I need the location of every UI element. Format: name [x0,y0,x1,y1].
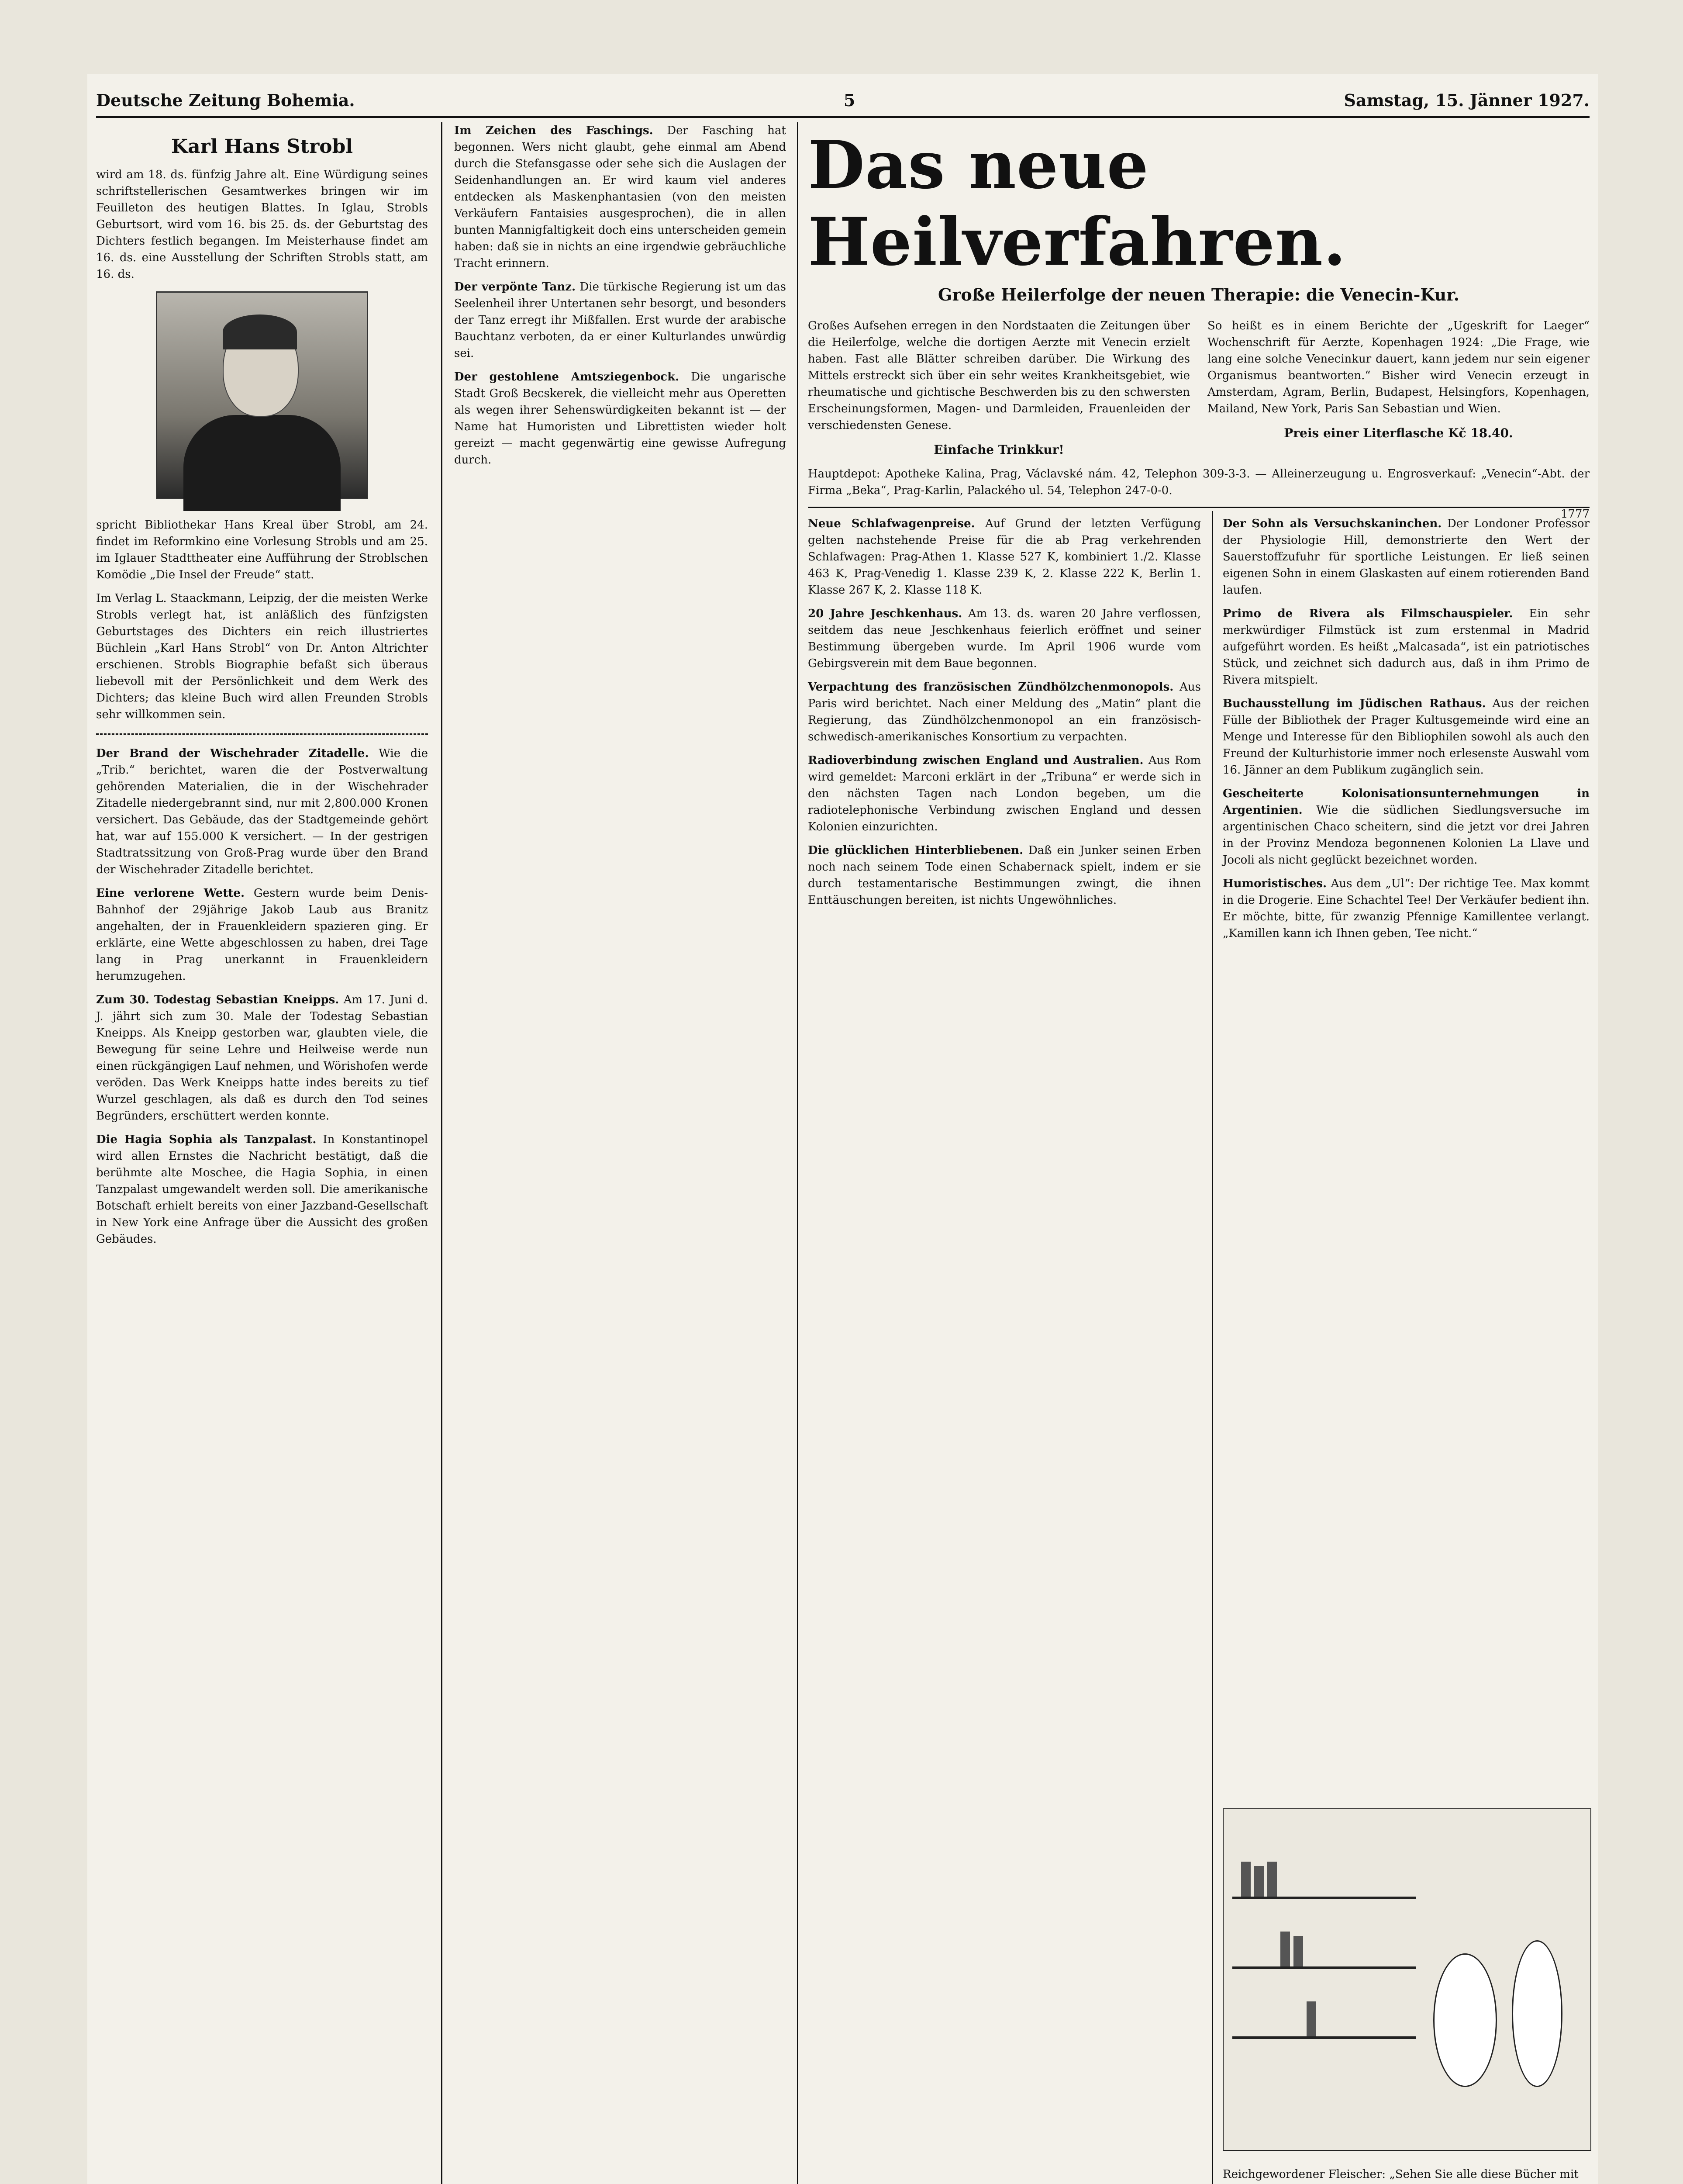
news-item: Der Sohn als Versuchskaninchen. Der Londoner Professor der Physiologie Hill, demonstrierte den Wert der Sauerstoffzufuhr für sportliche Leistungen. Er ließ seinen eigenen Sohn in einem Glaskasten auf einem rotierenden Band laufen. [1223,517,1590,597]
venecin-advertisement [808,122,1590,521]
book-icon [1254,1866,1264,1897]
ad-column-left [808,318,1190,466]
column-rule [797,122,798,2184]
section-divider [96,733,428,735]
column-rule [1212,511,1213,2184]
news-item: Primo de Rivera als Filmschauspieler. Ein sehr merkwürdiger Filmstück ist zum erstenmal in Madrid aufgeführt worden. Es heißt „Malcasada“, ist ein patriotisches Stück, und zeichnet sich dadurch aus, daß in ihm Primo de Rivera mitspielt. [1223,607,1590,687]
author-portrait [156,291,368,499]
article-paragraph: wird am 18. ds. fünfzig Jahre alt. Eine Würdigung seines schriftstellerischen Gesamtwerkes bringen wir im Feuilleton des heutigen Blattes. In Iglau, Strobls Geburtsort, wird vom 16. bis 25. ds. der Geburtstag des Dichters festlich begangen. Im Meisterhause findet am 16. ds. eine Ausstellung der Schriften Strobls statt, am 16. ds. [96,168,428,281]
column-rule [441,122,442,2184]
masthead-title: Deutsche Zeitung Bohemia. [96,90,355,110]
article-paragraph: spricht Bibliothekar Hans Kreal über Strobl, am 24. findet im Reformkino eine Vorlesung Strobls und am 25. im Iglauer Stadttheater eine Aufführung der Stroblschen Komödie „Die Insel der Freude“ statt. [96,518,428,581]
news-item: Der Brand der Wischehrader Zitadelle. Wie die „Trib.“ berichtet, waren die der Postverwaltung gehörenden Materialien, die in der Wischehrader Zitadelle niedergebrannt sind, nur mit 2,800.000 Kronen versichert. Das Gebäude, das der Stadtgemeinde gehört hat, war auf 155.000 K versichert. — In der gestrigen Stadtratssitzung von Groß-Prag wurde über den Brand der Wischehrader Zitadelle berichtet. [96,747,428,876]
ad-subtitle: Große Heilerfolge der neuen Therapie: die Venecin-Kur. [938,285,1459,304]
news-item: Gescheiterte Kolonisationsunternehmungen in Argentinien. Wie die südlichen Siedlungsversuche im argentinischen Chaco scheitern, sind die jetzt vor drei Jahren in der Provinz Mendoza begonnenen Kolonien La Llave und Jocoli als nicht geglückt bezeichnet worden. [1223,787,1590,867]
ad-text: So heißt es in einem Berichte der „Ugeskrift for Laeger“ Wochenschrift für Aerzte, Kopenhagen 1924: „Die Frage, wie lang eine solche Venecinkur dauert, kann jedem nur sein eigener Organismus beantworten.“ Bisher wird Venecin erzeugt in Amsterdam, Agram, Berlin, Budapest, Helsingfors, Kopenhagen, Mailand, New York, Paris San Sebastian und Wien. [1207,319,1590,415]
news-item: Radioverbindung zwischen England und Australien. Aus Rom wird gemeldet: Marconi erklärt in der „Tribuna“ er werde sich in den nächsten Tagen nach London begeben, um die radiotelephonische Verbindung zwischen England und dessen Kolonien einzurichten. [808,754,1201,833]
article-headline: Karl Hans Strobl [171,135,353,158]
book-icon [1280,1932,1290,1966]
masthead [96,85,1590,115]
newspaper-page [87,74,1598,2184]
news-item: Eine verlorene Wette. Gestern wurde beim Denis-Bahnhof der 29jährige Jakob Laub aus Branitz angehalten, der in Frauenkleidern spazieren ging. Er erklärte, eine Wette abgeschlossen zu haben, drei Tage lang in Prag unerkannt in Frauenkleidern herumzugehen. [96,887,428,983]
news-item: Im Zeichen des Faschings. Der Fasching hat begonnen. Wers nicht glaubt, gehe einmal am Abend durch die Stefansgasse oder sehe sich die Auslagen der Seidenhandlungen an. Er wird kaum viel anderes entdecken als Maskenphantasien (von den meisten Verkäufern Fantaisies ausgesprochen), die in allen bunten Mannigfaltigkeit doch eins unterscheiden gemein haben: daß sie in nichts an eine irgendwie gebräuchliche Tracht erinnern. [454,124,786,270]
cartoon-illustration [1223,1808,1591,2151]
ad-slogan: Einfache Trinkkur! [934,442,1064,457]
column-1 [96,122,428,2184]
article-paragraph: Im Verlag L. Staackmann, Leipzig, der die meisten Werke Strobls verlegt hat, ist anläßlich des fünfzigsten Geburtstages des Dichters ein reich illustriertes Büchlein „Karl Hans Strobl“ von Dr. Anton Altrichter erschienen. Strobls Biographie befaßt sich überaus liebevoll mit der Persönlichkeit und dem Werk des Dichters; das kleine Buch wird allen Freunden Strobls sehr willkommen sein. [96,592,428,721]
news-item: Humoristisches. Aus dem „Ul“: Der richtige Tee. Max kommt in die Drogerie. Eine Schachtel Tee! Der Verkäufer bedient ihn. Er möchte, bitte, für zwanzig Pfennige Kamillentee verlangt. „Kamillen kann ich Ihnen geben, Tee nicht.“ [1223,877,1590,940]
portrait-hair [223,314,297,349]
masthead-rule [96,116,1590,118]
butcher-figure [1433,1953,1497,2087]
news-item: Neue Schlafwagenpreise. Auf Grund der letzten Verfügung gelten nachstehende Preise für die ab Prag verkehrenden Schlafwagen: Prag-Athen 1. Klasse 527 K, kombiniert 1./2. Klasse 463 K, Prag-Venedig 1. Klasse 239 K, 2. Klasse 222 K, Berlin 1. Klasse 267 K, 2. Klasse 118 K. [808,517,1201,597]
ad-price: Preis einer Literflasche Kč 18.40. [1284,426,1513,440]
portrait-coat [183,415,341,511]
bookshelf [1232,1966,1416,1969]
bookshelf [1232,2036,1416,2039]
bookshelf [1232,1897,1416,1899]
book-icon [1267,1862,1277,1897]
ad-code: 1777 [1560,508,1590,521]
ad-body [808,318,1590,466]
caption-line: Reichgewordener Fleischer: „Sehen Sie alle diese Bücher mit [1223,2168,1579,2181]
column-4 [1223,515,1590,1800]
news-item: Die Hagia Sophia als Tanzpalast. In Konstantinopel wird allen Ernstes die Nachricht bestätigt, daß die berühmte alte Moschee, die Hagia Sophia, in einen Tanzpalast umgewandelt werden soll. Die amerikanische Botschaft erhielt bereits von einer Jazzband-Gesellschaft in New York eine Anfrage über die Aussicht des großen Gebäudes. [96,1133,428,1246]
column-3 [808,515,1201,2184]
news-item: Buchausstellung im Jüdischen Rathaus. Aus der reichen Fülle der Bibliothek der Prager Kultusgemeinde wird eine an Menge und Interesse für den Bibliophilen sowohl als auch den Freund der Kulturhistorie immer noch erlesenste Auswahl vom 16. Jänner an dem Publikum zugänglich sein. [1223,697,1590,777]
news-item: Der verpönte Tanz. Die türkische Regierung ist um das Seelenheil ihrer Untertanen sehr besorgt, und besonders der Tanz erregt ihr Mißfallen. Erst wurde der arabische Bauchtanz verboten, da er einer Kulturlandes unwürdig sei. [454,280,786,360]
news-item: Die glücklichen Hinterbliebenen. Daß ein Junker seinen Erben noch nach seinem Tode einen Schabernack spielt, indem er sie durch testamentarische Bestimmungen zwingt, die ihnen Enttäuschungen bereiten, ist nichts Ungewöhnliches. [808,844,1201,907]
ad-column-right [1207,318,1590,466]
masthead-date: Samstag, 15. Jänner 1927. [1344,90,1590,110]
column-2 [454,122,786,2184]
book-icon [1293,1936,1303,1966]
ad-text: Großes Aufsehen erregen in den Nordstaaten die Zeitungen über die Heilerfolge, welche die dortigen Aerzte mit Venecin erzielt haben. Fast alle Blätter schreiben darüber. Die Wirkung des Mittels erstreckt sich über ein sehr weites Krankheitsgebiet, wie rheumatische und gichtische Beschwerden bis zu den schwersten Erscheinungsformen, Magen- und Darmleiden, Frauenleiden der verschiedensten Genese. [808,319,1190,432]
friend-figure [1512,1940,1562,2087]
news-item: Zum 30. Todestag Sebastian Kneipps. Am 17. Juni d. J. jährt sich zum 30. Male der Todestag Sebastian Kneipps. Als Kneipp gestorben war, glaubten viele, die Bewegung für seine Lehre und Heilweise werde nun einen rückgängigen Lauf nehmen, und Wörishofen werde veröden. Das Werk Kneipps hatte indes bereits zu tief Wurzel geschlagen, als daß es durch den Tod seines Begründers, erschüttert werden konnte. [96,993,428,1123]
page-number: 5 [843,90,855,110]
ad-depot: Hauptdepot: Apotheke Kalina, Prag, Václavské nám. 42, Telephon 309-3-3. — Alleinerzeugung u. Engrosverkauf: „Venecin“-Abt. der Firma „Beka“, Prag-Karlin, Palackého ul. 54, Telephon 247-0-0. [808,467,1590,497]
news-item: Verpachtung des französischen Zündhölzchenmonopols. Aus Paris wird berichtet. Nach einer Meldung des „Matin“ plant die Regierung, das Zündhölzchenmonopol an ein französisch-schwedisch-amerikanisches Konsortium zu verpachten. [808,681,1201,743]
book-icon [1241,1862,1251,1897]
news-item: Der gestohlene Amtsziegenbock. Die ungarische Stadt Groß Becskerek, die vielleicht mehr aus Operetten als wegen ihrer Sehenswürdigkeiten bekannt ist — der Name hat Humoristen und Librettisten wieder holt gereizt — macht gegenwärtig eine gewisse Aufregung durch. [454,370,786,467]
ad-title: Das neue Heilverfahren. [808,127,1347,280]
book-icon [1307,2001,1316,2036]
news-item: 20 Jahre Jeschkenhaus. Am 13. ds. waren 20 Jahre verflossen, seitdem das neue Jeschkenhaus feierlich eröffnet und seiner Bestimmung übergeben wurde. Im April 1906 wurde vom Gebirgsverein mit dem Baue begonnen. [808,607,1201,670]
cartoon-caption [1223,2167,1590,2184]
